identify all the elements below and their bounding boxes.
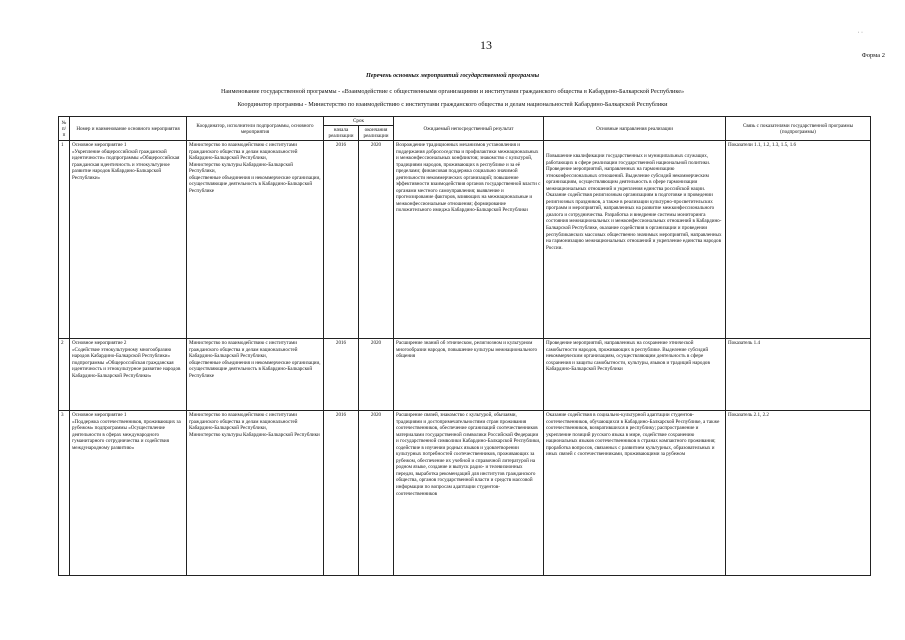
- row-result: Расширение связей, знакомство с культурой, обычаями, традициями и достопримечательностями стран проживания соотечественников, обеспечение организаций соотечественников материалами государственной символики Российской Федерации и государственной символики Кабардино-Балкарской Республики, содействие в изучении родных языков и удовлетворении культурных потребностей соотечественников, проживающих за рубежом, обеспечение их учебной и справочной литературой на родном языке, создание и выпуск радио- и телевизионных передач, выработка рекомендаций для институтов гражданского общества, органов государственной власти и средств массовой информации по вопросам адаптации студентов-соотечественников: [394, 411, 544, 576]
- col-indicators: Связь с показателями государственной программы (подпрограммы): [726, 117, 871, 141]
- row-start: 2016: [324, 141, 359, 339]
- col-coordinator: Координатор, исполнители подпрограммы, основного мероприятия: [187, 117, 324, 141]
- form-label: Форма 2: [861, 52, 885, 59]
- row-directions: Повышение квалификации государственных и муниципальных служащих, работающих в сфере реализации государственной национальной политики. Проведение мероприятий, направленных на гармонизацию этноконфессиональных отношений. Выделение субсидий некоммерческим организациям, осуществляющим деятельность в сфере гармонизации межнациональных отношений и укрепления единства российской нации. Оказание содействия религиозным организациям в подготовке и проведении религиозных праздников, а также в реализации культурно-просветительских программ и мероприятий, направленных на развитие межконфессионального диалога и сотрудничества. Разработка и внедрение системы мониторинга состояния межнациональных и межконфессиональных отношений в Кабардино-Балкарской Республике, оказание содействия в организации и проведении республиканских массовых общественно значимых мероприятий, направленных на гармонизацию межнациональных отношений и укрепление единства народов России.: [544, 141, 726, 339]
- row-result: Возрождение традиционных механизмов установления и поддержания добрососедства и профилактики межнациональных и межконфессиональных конфликтов; знакомство с культурой, традициями народов, проживающих в республике и за её пределами; финансовая поддержка социально значимой деятельности некоммерческих организаций; повышение эффективности взаимодействия органов государственной власти с органами местного самоуправления; выявление и прогнозирование факторов, влияющих на межнациональные и межконфессиональные отношения; формирование положительного имиджа Кабардино-Балкарской Республики: [394, 141, 544, 339]
- program-coordinator: Координатор программы - Министерство по взаимодействию с институтами гражданского общества и делам национальностей Кабардино-Балкарской Республики: [237, 101, 668, 108]
- row-num: 1: [59, 141, 70, 339]
- table-row: [59, 141, 871, 339]
- table-row: [59, 411, 871, 576]
- row-end: 2020: [359, 411, 394, 576]
- row-start: 2016: [324, 411, 359, 576]
- row-coordinator: Министерство по взаимодействию с институтами гражданского общества и делам национальностей Кабардино-Балкарской Республики, Министерство культуры Кабардино-Балкарской Республики, общественные объединения и некоммерческие организации, осуществляющие деятельность в Кабардино-Балкарской Республике: [187, 141, 324, 339]
- document-title: Перечень основных мероприятий государственной программы: [365, 72, 540, 79]
- row-end: 2020: [359, 141, 394, 339]
- page-number: 13: [480, 38, 492, 52]
- row-directions: Оказание содействия в социально-культурной адаптации студентов-соотечественников, обучающихся в Кабардино-Балкарской Республике, а также соотечественников, возвратившихся в республику; распространение и укрепление позиций русского языка в мире, содействие сохранению национальных языков соотечественников в странах компактного проживания; проработка вопросов, связанных с развитием культурных, образовательных и иных связей с соотечественниками, проживающими за рубежом: [544, 411, 726, 576]
- row-indicators: Показатель 2.1, 2.2: [726, 411, 871, 576]
- row-num: 3: [59, 411, 70, 576]
- row-coordinator: Министерство по взаимодействию с институтами гражданского общества и делам национальностей Кабардино-Балкарской Республики, Министерство культуры Кабардино-Балкарской Республики: [187, 411, 324, 576]
- row-coordinator: Министерство по взаимодействию с институтами гражданского общества и делам национальностей Кабардино-Балкарской Республики, общественные объединения и некоммерческие организации, осуществляющие деятельность в Кабардино-Балкарской Республике: [187, 339, 324, 411]
- row-end: 2020: [359, 339, 394, 411]
- scan-marks: · ·: [857, 30, 863, 36]
- row-num: 2: [59, 339, 70, 411]
- col-term: Срок: [324, 117, 394, 126]
- col-start: начала реализации: [324, 126, 359, 141]
- col-num: № п/п: [59, 117, 70, 141]
- col-name: Номер и наименование основного мероприятия: [70, 117, 187, 141]
- row-activity: Основное мероприятие 1 «Укрепление общероссийской гражданской идентичности» подпрограммы «Общероссийская гражданская идентичность и этнокультурное развитие народов Кабардино-Балкарской Республики»: [70, 141, 187, 339]
- row-directions: Проведение мероприятий, направленных на сохранение этнической самобытности народов, проживающих в республике. Выделение субсидий некоммерческим организациям, осуществляющим деятельность в сфере сохранения и защиты самобытности, культуры, языков и традиций народов Кабардино-Балкарской Республики: [544, 339, 726, 411]
- row-result: Расширение знаний об этническом, религиозном и культурном многообразии народов, повышение культуры межнационального общения: [394, 339, 544, 411]
- col-end: окончания реализации: [359, 126, 394, 141]
- table-row: [59, 339, 871, 411]
- program-name: Наименование государственной программы - «Взаимодействие с общественными организациями и институтами гражданского общества в Кабардино-Балкарской Республике»: [220, 88, 685, 95]
- activities-table: [58, 116, 871, 576]
- col-directions: Основные направления реализации: [544, 117, 726, 141]
- row-start: 2016: [324, 339, 359, 411]
- row-activity: Основное мероприятие 2 «Содействие этнокультурному многообразию народов Кабардино-Балкарской Республики» подпрограммы «Общероссийская гражданская идентичность и этнокультурное развитие народов Кабардино-Балкарской Республики»: [70, 339, 187, 411]
- col-result: Ожидаемый непосредственный результат: [394, 117, 544, 141]
- table-header-row: [59, 117, 871, 126]
- row-indicators: Показатель 1.4: [726, 339, 871, 411]
- row-indicators: Показатели 1.1, 1.2, 1.3, 1.5, 1.6: [726, 141, 871, 339]
- row-activity: Основное мероприятие 1 «Поддержка соотечественников, проживающих за рубежом» подпрограммы «Осуществление деятельности в сферах международного гуманитарного сотрудничества и содействия международному развитию»: [70, 411, 187, 576]
